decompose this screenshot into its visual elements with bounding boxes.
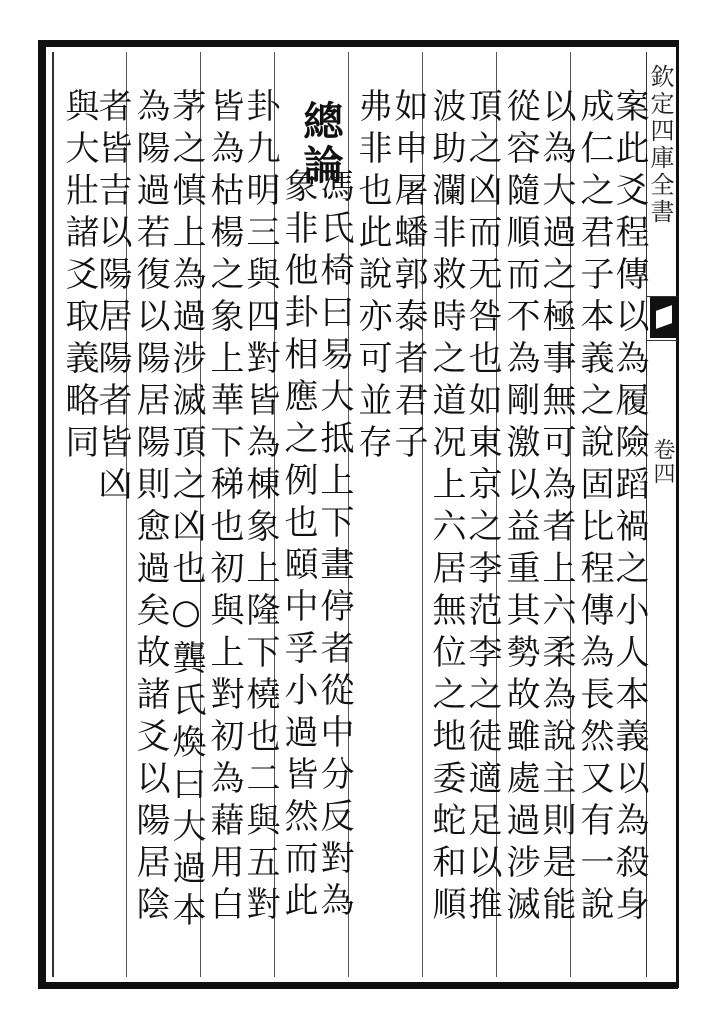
text-column: 象非他卦相應之例也頤中孚小過皆然而此: [278, 168, 318, 924]
text-column: 頂之凶而无咎也如東京之李范李之徒適足以推: [462, 88, 502, 928]
section-heading: 總論: [297, 100, 344, 188]
text-column: 者皆吉以陽居陽者皆凶: [92, 88, 132, 508]
text-column: 案此爻程傳以為履險蹈禍之小人本義以為殺身: [609, 88, 649, 928]
frame-inner-line: [52, 52, 54, 977]
text-column: 弗非也此說亦可並存: [352, 88, 392, 466]
text-column: 茅之慎上為過涉滅頂之凶也○龔氏煥曰大過本: [166, 88, 206, 934]
text-column: 為陽過若復以陽居陽則愈過矣故諸爻以陽居陰: [130, 88, 170, 928]
text-column: 成仁之君子本義之說固比程傳為長然又有一說: [574, 88, 614, 928]
text-column: 卦九明三與四對皆為棟象上隆下橈也二與五對: [240, 88, 280, 928]
frame-top-border: [38, 40, 678, 47]
frame-bottom-border: [38, 982, 678, 989]
text-column: 如申屠蟠郭泰者君子: [388, 88, 428, 466]
text-column: 波助瀾非救時之道况上六居無位之地委蛇和順: [426, 88, 466, 928]
text-column: 以為大過之極事無可為者上六柔為說主則是能: [536, 88, 576, 928]
frame-left-border: [38, 40, 46, 988]
text-column: 皆為枯楊之象上華下稊也初與上對初為藉用白: [204, 88, 244, 928]
text-column: 馮氏椅曰易大抵上下畫停者從中分反對為: [314, 168, 354, 924]
text-column: 從容隨順而不為剛激以益重其勢故雖處過涉滅: [500, 88, 540, 928]
margin-volume-label: 卷四: [650, 438, 675, 486]
text-column: 與大壯諸爻取義略同: [59, 88, 99, 466]
margin-book-title: 欽定四庫全書: [646, 64, 674, 226]
